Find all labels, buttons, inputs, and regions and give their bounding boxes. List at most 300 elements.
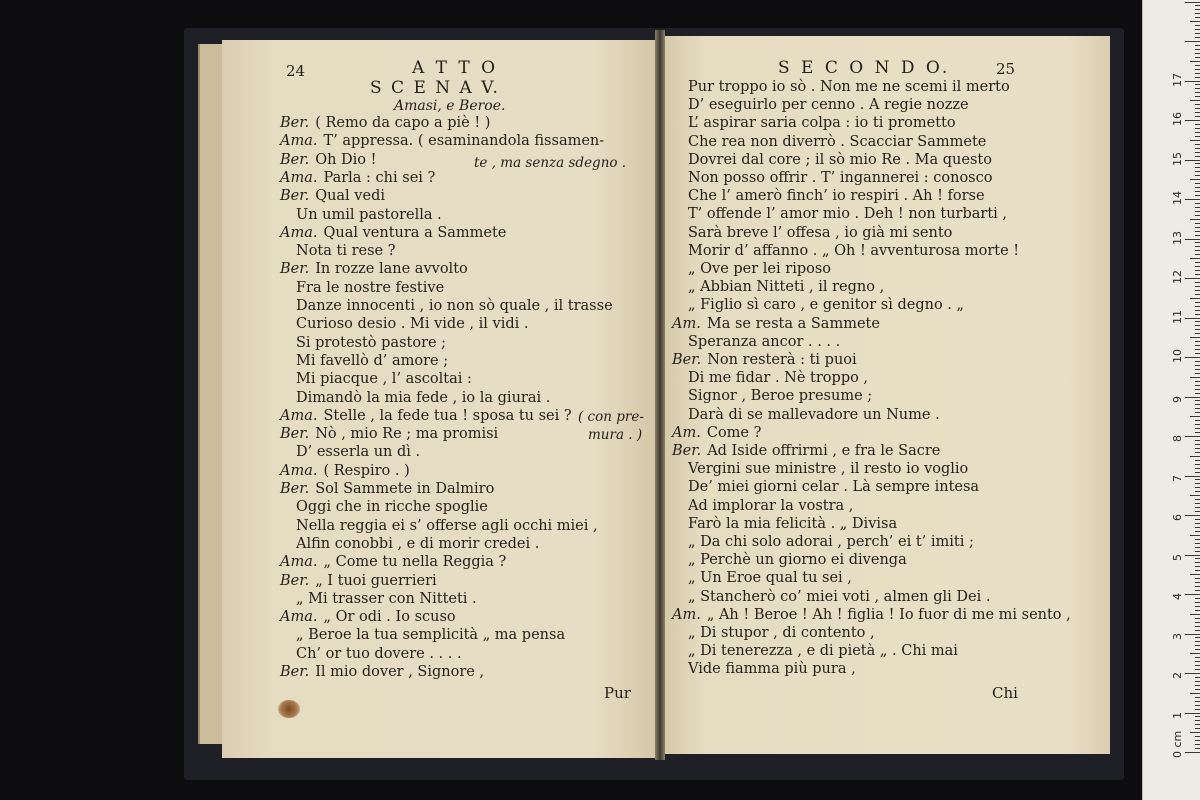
text-line xyxy=(280,224,506,242)
line-text: Signor , Beroe presume ; xyxy=(688,388,873,405)
ruler-tick xyxy=(1195,432,1200,433)
line-text: De’ miei giorni celar . Là sempre intesa xyxy=(688,479,980,496)
ruler-tick xyxy=(1195,231,1200,232)
ruler-tick xyxy=(1195,187,1200,188)
speaker-label: Ama. xyxy=(280,224,318,241)
text-line xyxy=(296,242,396,260)
text-line xyxy=(688,515,897,533)
speaker-label: Ber. xyxy=(280,481,310,497)
ruler-tick xyxy=(1195,657,1200,658)
speaker-label: Am. xyxy=(672,424,701,441)
ruler-tick xyxy=(1190,495,1200,496)
ruler-tick xyxy=(1195,452,1200,453)
ruler-tick xyxy=(1185,594,1200,595)
right-catchword: Chi xyxy=(992,684,1018,702)
line-text: Speranza ancor . . . . xyxy=(688,333,841,350)
scene-characters: Amasi, e Beroe. xyxy=(394,98,506,114)
line-text: Fra le nostre festive xyxy=(296,279,445,296)
ruler-tick xyxy=(1195,385,1200,386)
ruler-tick xyxy=(1195,531,1200,532)
text-line xyxy=(296,535,539,553)
ruler-tick xyxy=(1195,183,1200,184)
line-text: Che l’ amerò finch’ io respiri . Ah ! forse xyxy=(688,188,985,205)
ruler-tick xyxy=(1195,112,1200,113)
ruler-label: 15 xyxy=(1171,151,1184,166)
line-text: Oggi che in ricche spoglie xyxy=(296,499,488,516)
ruler-tick xyxy=(1195,428,1200,429)
ruler-tick xyxy=(1195,57,1200,58)
ruler-tick xyxy=(1190,377,1200,378)
ruler-label: 0 cm xyxy=(1171,730,1184,758)
line-text: L’ aspirar saria colpa : io ti prometto xyxy=(688,115,956,132)
line-text: Danze innocenti , io non sò quale , il trasse xyxy=(296,298,613,314)
text-line xyxy=(688,133,986,151)
ruler-label: 11 xyxy=(1171,309,1184,324)
ruler-tick xyxy=(1195,669,1200,670)
ruler-tick xyxy=(1195,321,1200,322)
line-text: Stelle , la fede tua ! sposa tu sei ? xyxy=(323,407,572,424)
ruler-tick xyxy=(1185,357,1200,358)
text-line xyxy=(296,590,477,608)
ruler-tick xyxy=(1190,21,1200,22)
ruler-tick xyxy=(1195,701,1200,702)
ruler-tick xyxy=(1195,124,1200,125)
speaker-label: Am. xyxy=(672,315,701,332)
ruler-tick xyxy=(1195,108,1200,109)
line-text: Pur troppo io sò . Non me ne scemi il merto xyxy=(688,79,1010,95)
ruler-tick xyxy=(1185,160,1200,161)
ruler-tick xyxy=(1195,128,1200,129)
ruler-tick xyxy=(1195,369,1200,370)
ruler-tick xyxy=(1195,705,1200,706)
text-line xyxy=(688,497,853,515)
text-line xyxy=(296,352,448,370)
text-line xyxy=(280,553,506,571)
ruler-tick xyxy=(1190,298,1200,299)
speaker-label: Ber. xyxy=(280,261,310,278)
text-line xyxy=(280,407,572,425)
ruler-tick xyxy=(1190,693,1200,694)
text-line xyxy=(280,114,490,132)
ruler-tick xyxy=(1195,444,1200,445)
line-text: Ad Iside offrirmi , e fra le Sacre xyxy=(707,443,941,459)
text-line xyxy=(672,351,857,369)
ruler-tick xyxy=(1195,736,1200,737)
ruler-tick xyxy=(1195,507,1200,508)
line-text: Dimandò la mia fede , io la giurai . xyxy=(296,389,551,406)
text-line xyxy=(688,624,875,642)
ruler-tick xyxy=(1190,219,1200,220)
ruler-label: 17 xyxy=(1171,72,1184,87)
ruler-tick xyxy=(1195,37,1200,38)
line-text: Di me fidar . Nè troppo , xyxy=(688,370,869,387)
line-text: Ma se resta a Sammete xyxy=(706,315,880,332)
ruler-tick xyxy=(1195,148,1200,149)
ruler-label: 6 xyxy=(1171,514,1184,521)
speaker-label: Ama. xyxy=(280,554,318,571)
ruler-tick xyxy=(1195,408,1200,409)
ruler-tick xyxy=(1195,479,1200,480)
ruler-tick xyxy=(1185,2,1200,3)
ruler-tick xyxy=(1195,570,1200,571)
left-catchword: Pur xyxy=(604,684,631,702)
line-text: Mi favellò d’ amore ; xyxy=(296,352,449,369)
ruler-tick xyxy=(1195,349,1200,350)
ruler-label: 8 xyxy=(1171,435,1184,442)
text-line xyxy=(280,572,437,590)
ruler-tick xyxy=(1190,140,1200,141)
text-line xyxy=(280,187,385,205)
ruler-tick xyxy=(1195,562,1200,563)
text-line xyxy=(672,442,940,460)
ruler-tick xyxy=(1195,92,1200,93)
ruler-tick xyxy=(1185,120,1200,121)
speaker-label: Ama. xyxy=(280,169,318,186)
ruler-tick xyxy=(1195,171,1200,172)
ruler-tick xyxy=(1195,5,1200,6)
ruler-tick xyxy=(1195,709,1200,710)
ruler-tick xyxy=(1195,215,1200,216)
ruler-tick xyxy=(1195,424,1200,425)
ruler-tick xyxy=(1195,73,1200,74)
line-text: T’ appressa. ( esaminandola fissamen- xyxy=(323,133,605,150)
line-text: Nella reggia ei s’ offerse agli occhi miei , xyxy=(296,517,598,534)
speaker-label: Ber. xyxy=(280,115,310,131)
ruler-tick xyxy=(1195,468,1200,469)
ruler-tick xyxy=(1195,716,1200,717)
text-line xyxy=(280,151,376,169)
ruler-tick xyxy=(1195,558,1200,559)
ruler-tick xyxy=(1195,630,1200,631)
left-page-number: 24 xyxy=(286,62,306,80)
line-text: Nò , mio Re ; ma promisi xyxy=(315,426,499,443)
ruler-tick xyxy=(1195,274,1200,275)
ruler-tick xyxy=(1195,566,1200,567)
ruler-tick xyxy=(1185,81,1200,82)
speaker-label: Ber. xyxy=(280,572,310,589)
ruler-tick xyxy=(1195,724,1200,725)
text-line xyxy=(280,425,498,443)
ruler-tick xyxy=(1190,535,1200,536)
ruler-tick xyxy=(1195,310,1200,311)
ruler-tick xyxy=(1190,614,1200,615)
line-text: D’ esserla un dì . xyxy=(296,444,421,461)
line-text: Sarà breve l’ offesa , io già mi sento xyxy=(688,224,953,241)
ruler-tick xyxy=(1195,282,1200,283)
speaker-label: Ama. xyxy=(280,462,318,479)
text-line xyxy=(296,315,528,333)
ruler-tick xyxy=(1185,752,1200,753)
ruler-tick xyxy=(1185,199,1200,200)
ruler-label: 5 xyxy=(1171,553,1184,561)
speaker-label: Ber. xyxy=(672,443,702,459)
ruler-tick xyxy=(1195,748,1200,749)
line-text: Nota ti rese ? xyxy=(296,243,396,260)
text-line xyxy=(688,260,831,278)
ruler-label: 1 xyxy=(1171,711,1184,719)
ruler-tick xyxy=(1195,104,1200,105)
ruler-tick xyxy=(1195,84,1200,85)
text-line xyxy=(296,297,613,315)
ruler-tick xyxy=(1195,649,1200,650)
ruler-tick xyxy=(1190,61,1200,62)
line-text: Un umil pastorella . xyxy=(296,206,442,223)
ruler-tick xyxy=(1195,586,1200,587)
ruler-tick xyxy=(1195,618,1200,619)
line-text: „ Abbian Nitteti , il regno , xyxy=(688,279,885,296)
text-line xyxy=(688,460,968,478)
text-line xyxy=(688,296,964,314)
line-text: D’ eseguirlo per cenno . A regie nozze xyxy=(688,97,969,114)
ruler-tick xyxy=(1195,167,1200,168)
ruler-tick xyxy=(1195,175,1200,176)
text-line xyxy=(688,96,969,114)
ruler-tick xyxy=(1195,88,1200,89)
ruler-tick xyxy=(1195,345,1200,346)
ruler-tick xyxy=(1195,499,1200,500)
ruler-tick xyxy=(1195,590,1200,591)
line-text: Parla : chi sei ? xyxy=(323,169,436,186)
stage-direction: mura . ) xyxy=(588,427,643,443)
ruler-tick xyxy=(1195,582,1200,583)
text-line xyxy=(688,114,956,132)
ruler-tick xyxy=(1195,622,1200,623)
ruler-tick xyxy=(1195,207,1200,208)
text-line xyxy=(688,406,940,424)
ruler-tick xyxy=(1195,665,1200,666)
ruler-tick xyxy=(1195,77,1200,78)
text-line xyxy=(296,279,444,297)
line-text: „ Beroe la tua semplicità „ ma pensa xyxy=(296,627,566,644)
line-text: „ Da chi solo adorai , perch’ ei t’ imiti ; xyxy=(688,534,974,550)
line-text: Che rea non diverrò . Scacciar Sammete xyxy=(688,133,987,150)
text-line xyxy=(296,517,598,535)
ruler-tick xyxy=(1195,116,1200,117)
ruler-tick xyxy=(1195,527,1200,528)
ruler-tick xyxy=(1195,681,1200,682)
ruler-label: 13 xyxy=(1171,230,1184,245)
text-line xyxy=(688,169,992,187)
ruler-tick xyxy=(1195,65,1200,66)
ruler-tick xyxy=(1185,515,1200,516)
ruler-tick xyxy=(1195,45,1200,46)
ruler-tick xyxy=(1190,574,1200,575)
ruler-tick xyxy=(1195,440,1200,441)
ruler-tick xyxy=(1195,697,1200,698)
text-line xyxy=(672,606,1071,624)
ruler-label: 10 xyxy=(1171,349,1184,363)
ruler-tick xyxy=(1195,306,1200,307)
right-page-number: 25 xyxy=(996,60,1016,78)
ruler-tick xyxy=(1185,278,1200,279)
text-line xyxy=(296,389,550,407)
text-line xyxy=(296,370,472,388)
text-line xyxy=(296,626,565,644)
ruler-tick xyxy=(1195,96,1200,97)
ruler-label: 2 xyxy=(1171,672,1184,679)
text-line xyxy=(296,334,446,352)
ruler-tick xyxy=(1195,69,1200,70)
text-line xyxy=(688,369,868,387)
ruler-tick xyxy=(1195,136,1200,137)
text-line xyxy=(688,642,958,660)
ruler-tick xyxy=(1185,476,1200,477)
ruler-tick xyxy=(1195,404,1200,405)
ruler-tick xyxy=(1195,333,1200,334)
ruler-label: 12 xyxy=(1171,270,1184,284)
text-line xyxy=(280,462,410,480)
line-text: Morir d’ affanno . „ Oh ! avventurosa morte ! xyxy=(688,242,1020,259)
ruler-tick xyxy=(1195,152,1200,153)
ruler-tick xyxy=(1195,420,1200,421)
ruler-tick xyxy=(1195,9,1200,10)
ruler-label: 3 xyxy=(1171,632,1184,640)
scene-title: S C E N A V. xyxy=(370,78,500,98)
measurement-ruler xyxy=(1142,0,1200,800)
ruler-tick xyxy=(1185,318,1200,319)
text-line xyxy=(280,608,456,626)
line-text: Ch’ or tuo dovere . . . . xyxy=(296,645,462,662)
ruler-tick xyxy=(1195,483,1200,484)
ruler-tick xyxy=(1195,132,1200,133)
ruler-tick xyxy=(1195,393,1200,394)
ruler-tick xyxy=(1195,242,1200,243)
ruler-tick xyxy=(1195,547,1200,548)
text-line xyxy=(688,660,856,678)
line-text: Sol Sammete in Dalmiro xyxy=(315,481,495,497)
text-line xyxy=(688,151,992,169)
line-text: „ Di tenerezza , e di pietà „ . Chi mai xyxy=(688,643,958,660)
text-line xyxy=(688,224,952,242)
ruler-tick xyxy=(1195,211,1200,212)
text-line xyxy=(688,551,907,569)
ruler-tick xyxy=(1190,100,1200,101)
ruler-tick xyxy=(1195,373,1200,374)
speaker-label: Ama. xyxy=(280,407,318,424)
text-line xyxy=(688,533,974,551)
ruler-tick xyxy=(1195,29,1200,30)
ruler-tick xyxy=(1195,487,1200,488)
ruler-tick xyxy=(1195,365,1200,366)
text-line xyxy=(688,278,884,296)
ruler-tick xyxy=(1195,191,1200,192)
ruler-tick xyxy=(1195,464,1200,465)
ruler-tick xyxy=(1195,25,1200,26)
ruler-label: 4 xyxy=(1171,593,1184,600)
speaker-label: Ama. xyxy=(280,609,318,626)
line-text: „ I tuoi guerrieri xyxy=(315,572,437,589)
line-text: Vergini sue ministre , il resto io voglio xyxy=(688,461,969,478)
ruler-tick xyxy=(1195,511,1200,512)
ruler-tick xyxy=(1195,203,1200,204)
line-text: Oh Dio ! xyxy=(315,151,377,168)
text-line xyxy=(280,663,484,681)
ruler-tick xyxy=(1195,389,1200,390)
ruler-tick xyxy=(1195,491,1200,492)
ruler-label: 9 xyxy=(1171,395,1184,403)
line-text: „ Un Eroe qual tu sei , xyxy=(688,570,852,587)
ruler-tick xyxy=(1195,677,1200,678)
ruler-tick xyxy=(1195,163,1200,164)
ruler-tick xyxy=(1195,262,1200,263)
ruler-tick xyxy=(1195,523,1200,524)
ruler-tick xyxy=(1185,713,1200,714)
line-text: T’ offende l’ amor mio . Deh ! non turbarti , xyxy=(688,206,1008,223)
ruler-tick xyxy=(1195,341,1200,342)
ruler-tick xyxy=(1185,41,1200,42)
text-line xyxy=(688,478,979,496)
line-text: Non posso offrir . T’ ingannerei : conosco xyxy=(688,170,993,186)
ruler-tick xyxy=(1195,195,1200,196)
line-text: Si protestò pastore ; xyxy=(296,334,447,351)
ruler-tick xyxy=(1190,653,1200,654)
ruler-tick xyxy=(1195,626,1200,627)
ruler-tick xyxy=(1195,661,1200,662)
ruler-tick xyxy=(1195,460,1200,461)
ruler-tick xyxy=(1195,33,1200,34)
ruler-tick xyxy=(1195,266,1200,267)
line-text: Mi piacque , l’ ascoltai : xyxy=(296,371,472,388)
ruler-tick xyxy=(1195,543,1200,544)
ruler-tick xyxy=(1195,329,1200,330)
ruler-tick xyxy=(1195,381,1200,382)
ruler-tick xyxy=(1185,634,1200,635)
ruler-tick xyxy=(1190,258,1200,259)
ruler-label: 7 xyxy=(1171,474,1184,482)
ruler-tick xyxy=(1195,503,1200,504)
ruler-tick xyxy=(1185,397,1200,398)
line-text: Ad implorar la vostra , xyxy=(688,497,854,514)
ruler-tick xyxy=(1195,302,1200,303)
ruler-tick xyxy=(1195,551,1200,552)
line-text: „ Perchè un giorno ei divenga xyxy=(688,552,907,569)
speaker-label: Ber. xyxy=(672,352,702,368)
text-line xyxy=(280,260,468,278)
text-line xyxy=(280,480,494,498)
ruler-tick xyxy=(1185,673,1200,674)
ruler-tick xyxy=(1195,353,1200,354)
speaker-label: Ber. xyxy=(280,664,310,680)
ruler-tick xyxy=(1185,239,1200,240)
stage-direction: ( con pre- xyxy=(578,409,644,425)
speaker-label: Ber. xyxy=(280,151,310,168)
line-text: Alfin conobbi , e di morir credei . xyxy=(296,535,540,552)
line-text: „ Figlio sì caro , e genitor sì degno . „ xyxy=(688,297,965,314)
speaker-label: Am. xyxy=(672,606,701,623)
ruler-tick xyxy=(1195,156,1200,157)
line-text: „ Come tu nella Reggia ? xyxy=(323,554,507,571)
text-line xyxy=(688,569,852,587)
ruler-tick xyxy=(1185,555,1200,556)
text-line xyxy=(280,132,604,150)
line-text: Non resterà : ti puoi xyxy=(707,352,857,368)
ruler-tick xyxy=(1195,606,1200,607)
book-gutter xyxy=(655,30,665,760)
text-line xyxy=(296,645,462,663)
ruler-tick xyxy=(1190,456,1200,457)
ruler-tick xyxy=(1195,720,1200,721)
ruler-tick xyxy=(1195,400,1200,401)
speaker-label: Ber. xyxy=(280,188,310,205)
line-text: „ Ove per lei riposo xyxy=(688,261,832,277)
ruler-tick xyxy=(1195,325,1200,326)
line-text: In rozze lane avvolto xyxy=(315,261,468,278)
line-text: Curioso desio . Mi vide , il vidi . xyxy=(296,316,529,333)
ruler-tick xyxy=(1195,286,1200,287)
line-text: Darà di se mallevadore un Nume . xyxy=(688,406,940,423)
text-line xyxy=(296,498,488,516)
ruler-tick xyxy=(1195,53,1200,54)
